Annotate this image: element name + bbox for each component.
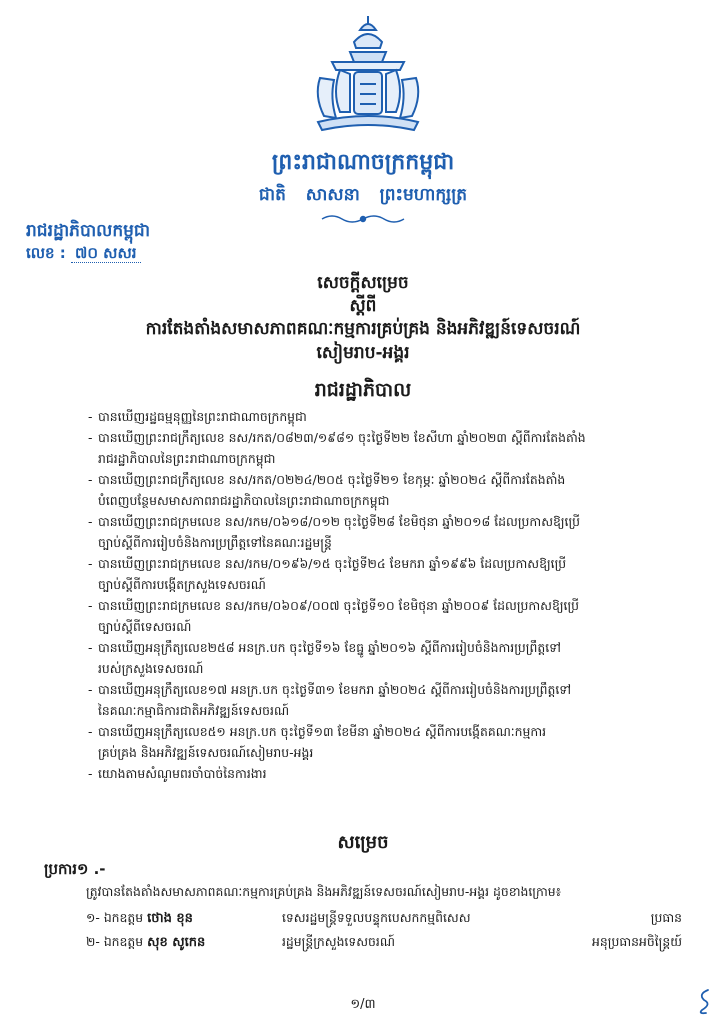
article-text: ត្រូវបានតែងតាំងសមាសភាពគណៈកម្មការគ្រប់គ្រង និងអភិវឌ្ឍន៍ទេសចរណ៍សៀមរាប-អង្គរ ដូចខាងក្រោម៖ <box>86 884 562 899</box>
issuing-authority: រាជរដ្ឋាភិបាល <box>314 379 412 401</box>
reference-number <box>26 244 141 266</box>
preamble-clauses <box>88 406 688 784</box>
preamble-clause: - បានឃើញអនុក្រឹត្យលេខ២៥៨ អនក្រ.បក ចុះថ្ងៃទី១៦ ខែធ្នូ ឆ្នាំ២០១៦ ស្តីពីការរៀបចំនិងការប្រព្រឹត្តទៅ របស់ក្រសួងទេសចរណ៍ <box>88 640 561 676</box>
member-honorific-name: ២- ឯកឧត្តម សុខ សូកេន <box>86 934 206 950</box>
preamble-clause: - បានឃើញព្រះរាជក្រមលេខ នស/រកម/០៦០៩/០០៧ ចុះថ្ងៃទី១០ ខែមិថុនា ឆ្នាំ២០០៩ ដែលប្រកាសឱ្យប្រើ ច្បាប់ស្តីពីទេសចរណ៍ <box>88 598 580 634</box>
page-number: ១/៣ <box>350 997 376 1012</box>
title-about: ស្តីពី <box>349 296 377 316</box>
issuer-name: រាជរដ្ឋាភិបាលកម្ពុជា <box>26 221 151 241</box>
kingdom-name: ព្រះរាជាណាចក្រកម្ពុជា <box>271 150 455 175</box>
preamble-clause: - បានឃើញរដ្ឋធម្មនុញ្ញនៃព្រះរាជាណាចក្រកម្ពុជា <box>88 409 307 424</box>
decision-heading: សម្រេច <box>337 832 389 853</box>
handwritten-initial-icon <box>694 986 716 1016</box>
preamble-clause: - បានឃើញអនុក្រឹត្យលេខ៥១ អនក្រ.បក ចុះថ្ងៃទី១៣ ខែមីនា ឆ្នាំ២០២៤ ស្តីពីការបង្កើតគណៈកម្មការ គ្រប់គ្រង និងអភិវឌ្ឍន៍ទេសចរណ៍សៀមរាប-អង្គរ <box>88 724 547 760</box>
document-subject: ការតែងតាំងសមាសភាពគណៈកម្មការគ្រប់គ្រង និងអភិវឌ្ឍន៍ទេសចរណ៍ <box>145 319 581 339</box>
reference-value: ៧០ សសរ <box>71 244 140 263</box>
document-type: សេចក្តីសម្រេច <box>317 273 409 293</box>
preamble-clause: - បានឃើញព្រះរាជក្រមលេខ នស/រកម/០១៩៦/១៥ ចុះថ្ងៃទី២៤ ខែមករា ឆ្នាំ១៩៩៦ ដែលប្រកាសឱ្យប្រើ ច្បាប់ស្តីពីការបង្កើតក្រសួងទេសចរណ៍ <box>88 556 567 592</box>
member-honorific-name: ១- ឯកឧត្តម ថោង ខុន <box>86 910 193 926</box>
reference-label: លេខ : <box>26 244 66 262</box>
member-role: ប្រធាន <box>650 910 682 925</box>
national-motto: ជាតិ សាសនា ព្រះមហាក្សត្រ <box>258 185 468 205</box>
preamble-clause: - យោងតាមសំណូមពរចាំបាច់នៃការងារ <box>88 766 267 781</box>
preamble-clause: - បានឃើញព្រះរាជក្រមលេខ នស/រកម/០៦១៨/០១២ ចុះថ្ងៃទី២៨ ខែមិថុនា ឆ្នាំ២០១៨ ដែលប្រកាសឱ្យប្រើ ច្បាប់ស្តីពីការរៀបចំនិងការប្រព្រឹត្តទៅនៃគណៈរដ្ឋមន្ត្រី <box>88 514 581 550</box>
member-role: អនុប្រធានអចិន្ត្រៃយ៍ <box>592 934 682 949</box>
member-position: ទេសរដ្ឋមន្ត្រីទទួលបន្ទុកបេសកកម្មពិសេស <box>282 910 471 925</box>
ornamental-divider-icon <box>318 212 408 226</box>
preamble-clause: - បានឃើញអនុក្រឹត្យលេខ១៧ អនក្រ.បក ចុះថ្ងៃទី៣១ ខែមករា ឆ្នាំ២០២៤ ស្តីពីការរៀបចំនិងការប្រព្រឹត្តទៅ នៃគណៈកម្មាធិការជាតិអភិវឌ្ឍន៍ទេសចរណ៍ <box>88 682 572 718</box>
royal-coat-of-arms-icon <box>310 12 426 134</box>
member-position: រដ្ឋមន្ត្រីក្រសួងទេសចរណ៍ <box>282 934 395 949</box>
preamble-clause: - បានឃើញព្រះរាជក្រឹត្យលេខ នស/រកត/០២២៤/២០៥ ចុះថ្ងៃទី២១ ខែកុម្ភៈ ឆ្នាំ២០២៤ ស្តីពីការតែងតាំង បំពេញបន្ថែមសមាសភាពរាជរដ្ឋាភិបាលនៃព្រះរាជាណាចក្រកម្ពុជា <box>88 472 566 508</box>
document-subject-location: សៀមរាប-អង្គរ <box>316 343 410 363</box>
article-label: ប្រការ១ .- <box>44 860 106 878</box>
preamble-clause: - បានឃើញព្រះរាជក្រឹត្យលេខ នស/រកត/០៨២៣/១៩៨១ ចុះថ្ងៃទី២២ ខែសីហា ឆ្នាំ២០២៣ ស្តីពីការតែងតាំង រាជរដ្ឋាភិបាលនៃព្រះរាជាណាចក្រកម្ពុជា <box>88 430 586 466</box>
